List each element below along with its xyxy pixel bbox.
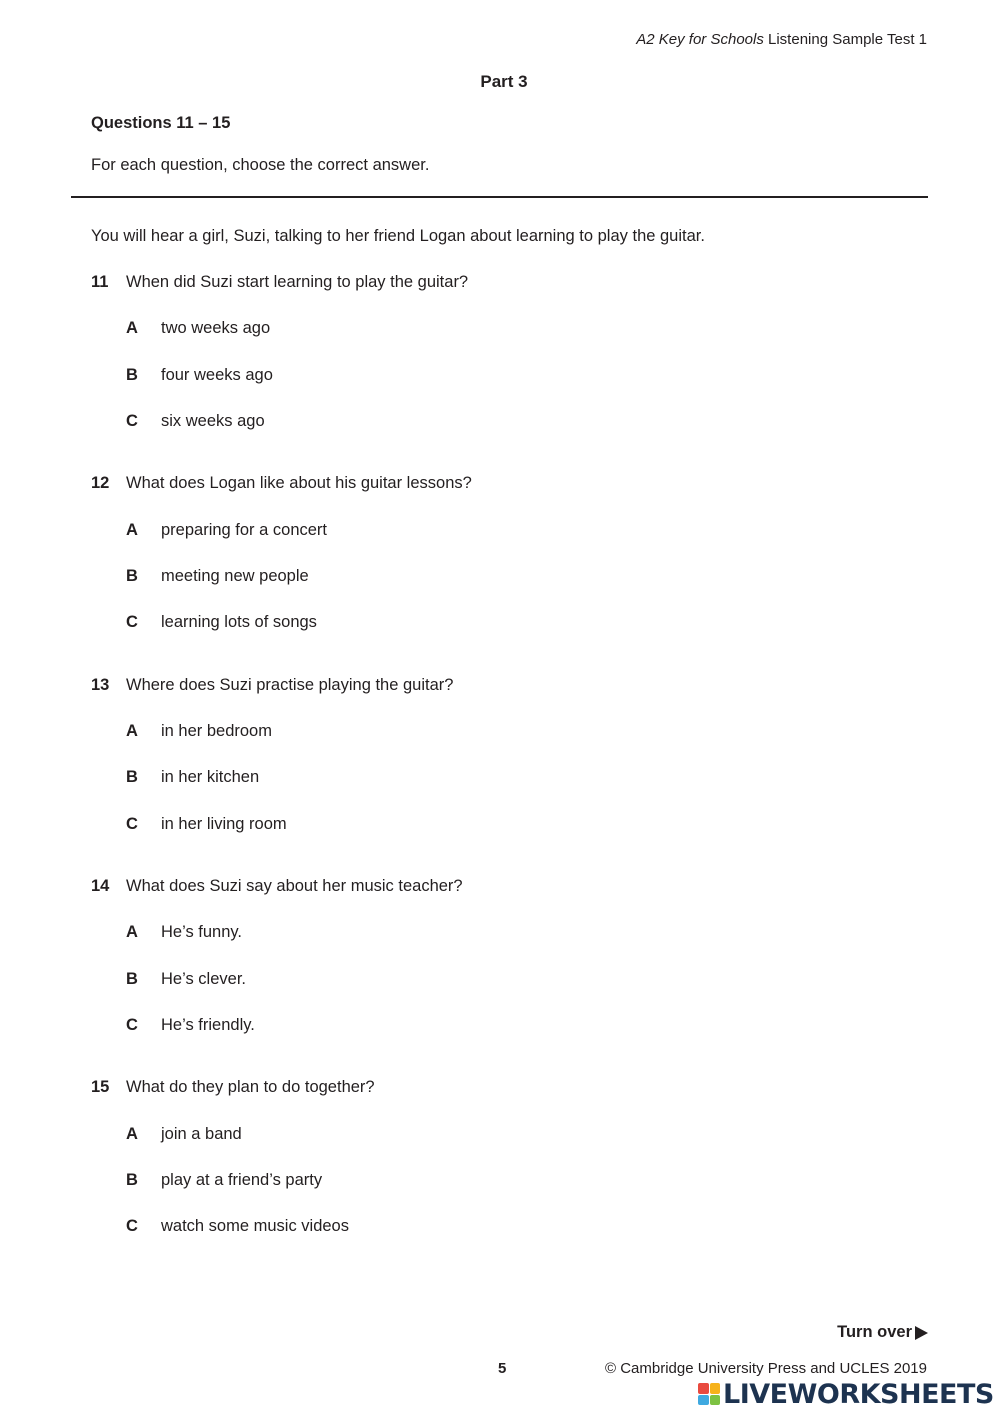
option-letter: A: [126, 722, 138, 740]
option-text: join a band: [161, 1125, 242, 1143]
turn-over-text: Turn over: [837, 1323, 912, 1341]
option-text: in her kitchen: [161, 768, 260, 786]
page-number: 5: [498, 1360, 507, 1377]
running-header-title: A2 Key for Schools: [636, 31, 764, 48]
option-letter: B: [126, 768, 138, 786]
option-text: He’s funny.: [161, 923, 243, 941]
option-letter: C: [126, 613, 138, 631]
option-letter: B: [126, 970, 138, 988]
option-letter: A: [126, 923, 138, 941]
option-text: preparing for a concert: [161, 521, 328, 539]
liveworksheets-logo-icon: [698, 1383, 720, 1405]
option-letter: A: [126, 1125, 138, 1143]
question-text: When did Suzi start learning to play the guitar?: [126, 273, 469, 291]
question-text: What do they plan to do together?: [126, 1078, 375, 1096]
copyright: © Cambridge University Press and UCLES 2019: [604, 1360, 927, 1377]
question-text: What does Logan like about his guitar lessons?: [126, 474, 472, 492]
question-number: 15: [91, 1078, 110, 1096]
option-text: learning lots of songs: [161, 613, 317, 631]
option-text: meeting new people: [161, 567, 309, 585]
option-text: watch some music videos: [161, 1217, 349, 1235]
instruction: For each question, choose the correct answer.: [91, 156, 430, 174]
intro-text: You will hear a girl, Suzi, talking to her friend Logan about learning to play the guitar.: [91, 227, 705, 245]
question-number: 11: [91, 273, 109, 291]
play-triangle-icon: [915, 1326, 928, 1340]
option-letter: B: [126, 366, 138, 384]
question-text: Where does Suzi practise playing the guitar?: [126, 676, 454, 694]
question-number: 12: [91, 474, 110, 492]
option-text: in her bedroom: [161, 722, 272, 740]
question-text: What does Suzi say about her music teacher?: [126, 877, 463, 895]
option-letter: B: [126, 1171, 138, 1189]
running-header-subtitle: Listening Sample Test 1: [763, 31, 927, 48]
option-text: four weeks ago: [161, 366, 273, 384]
option-text: He’s clever.: [161, 970, 246, 988]
question-number: 13: [91, 676, 110, 694]
option-letter: A: [126, 521, 138, 539]
option-text: play at a friend’s party: [161, 1171, 323, 1189]
questions-heading: Questions 11 – 15: [91, 114, 231, 132]
watermark-text: LIVEWORKSHEETS: [723, 1378, 994, 1410]
option-letter: B: [126, 567, 138, 585]
option-letter: C: [126, 1217, 138, 1235]
option-text: He’s friendly.: [161, 1016, 255, 1034]
option-letter: C: [126, 1016, 138, 1034]
running-header: [636, 31, 927, 48]
question-number: 14: [91, 877, 110, 895]
option-letter: A: [126, 319, 138, 337]
part-title: Part 3: [480, 72, 528, 91]
option-letter: C: [126, 412, 138, 430]
liveworksheets-watermark: [698, 1378, 994, 1410]
option-text: in her living room: [161, 815, 287, 833]
turn-over-label: [837, 1323, 928, 1342]
option-letter: C: [126, 815, 138, 833]
divider-rule: [71, 196, 928, 198]
option-text: two weeks ago: [161, 319, 271, 337]
option-text: six weeks ago: [161, 412, 265, 430]
